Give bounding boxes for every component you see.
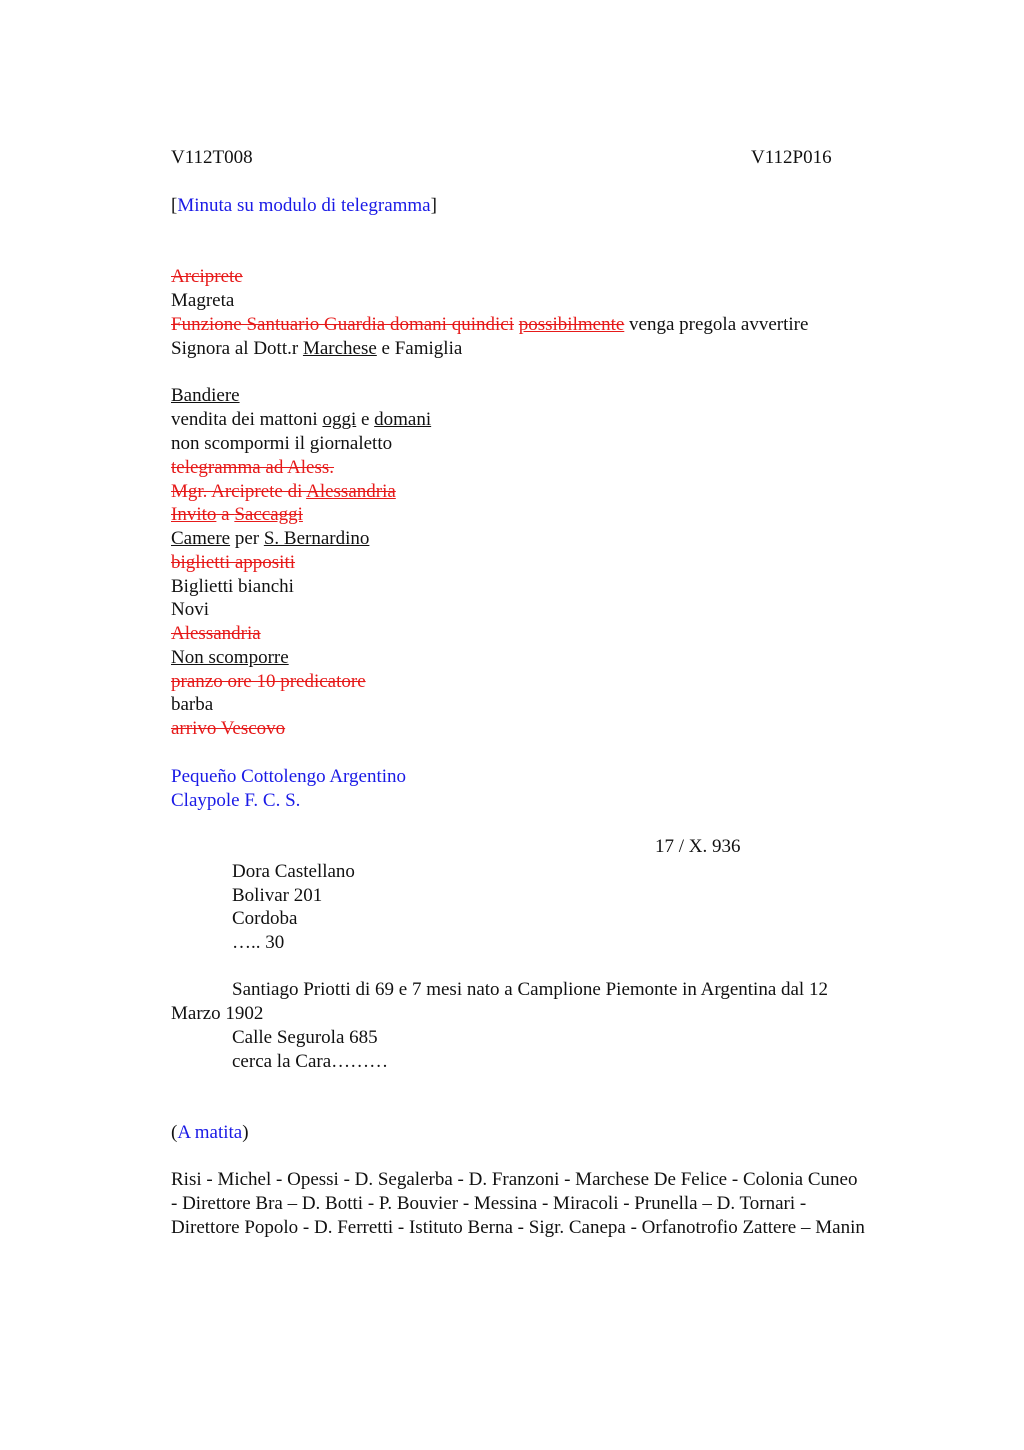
body-line4: cerca la Cara………: [232, 1051, 389, 1072]
telegram-line-magreta: Magreta: [171, 290, 235, 311]
note-text: Minuta su modulo di telegramma: [177, 195, 431, 216]
note-open-bracket: [: [171, 195, 178, 216]
list-vendita: [171, 408, 431, 432]
list-non-scomporre: Non scomporre: [171, 647, 289, 668]
list-biglietti-bianchi: Biglietti bianchi: [171, 576, 294, 597]
list-invito: [171, 503, 303, 527]
address-line2: Bolivar 201: [232, 885, 323, 906]
list-novi: Novi: [171, 599, 209, 620]
header-left-code: V112T008: [171, 147, 253, 168]
pencil-text: A matita: [177, 1122, 243, 1143]
list-pranzo: pranzo ore 10 predicatore: [171, 671, 366, 692]
text-segment: per: [230, 528, 264, 549]
deleted-text: Mgr. Arciprete di: [171, 481, 307, 502]
deleted-text: a: [216, 504, 235, 525]
names-line2: - Direttore Bra – D. Botti - P. Bouvier - Messina - Miracoli - Prunella – D. Tornari -: [171, 1193, 807, 1214]
telegram-line-signora: [171, 337, 462, 361]
editorial-note: [171, 194, 437, 218]
underlined-text: Camere: [171, 528, 231, 549]
pencil-close-paren: ): [242, 1122, 249, 1143]
telegram-line-arciprete: Arciprete: [171, 266, 243, 287]
text-segment: Signora al Dott.r: [171, 338, 303, 359]
list-mgr: [171, 480, 396, 504]
address-line1: Dora Castellano: [232, 861, 355, 882]
body-line1: Santiago Priotti di 69 e 7 mesi nato a Camplione Piemonte in Argentina dal 12: [232, 979, 828, 1000]
deleted-underlined-text: possibilmente: [518, 314, 625, 335]
deleted-underlined-text: Alessandria: [306, 481, 396, 502]
letterhead-line1: Pequeño Cottolengo Argentino: [171, 766, 407, 787]
list-bandiere: Bandiere: [171, 385, 240, 406]
header-right-code: V112P016: [751, 147, 832, 168]
underlined-text: S. Bernardino: [263, 528, 370, 549]
list-camere: [171, 527, 369, 551]
letterhead-line2: Claypole F. C. S.: [171, 790, 301, 811]
deleted-underlined-text: Saccaggi: [234, 504, 303, 525]
telegram-text: venga pregola avvertire: [624, 314, 809, 335]
note-close-bracket: ]: [430, 195, 437, 216]
list-giornaletto: non scompormi il giornaletto: [171, 433, 393, 454]
underlined-text: Marchese: [302, 338, 377, 359]
list-arrivo: arrivo Vescovo: [171, 718, 286, 739]
list-barba: barba: [171, 694, 214, 715]
underlined-text: domani: [374, 409, 432, 430]
text-segment: e: [356, 409, 375, 430]
telegram-line-funzione: [171, 313, 808, 337]
pencil-note: [171, 1121, 249, 1145]
deleted-underlined-text: Invito: [171, 504, 217, 525]
names-line1: Risi - Michel - Opessi - D. Segalerba - D. Franzoni - Marchese De Felice - Colonia Cuneo: [171, 1169, 858, 1190]
address-line4: ….. 30: [232, 932, 285, 953]
text-segment: vendita dei mattoni: [171, 409, 323, 430]
pencil-open-paren: (: [171, 1122, 178, 1143]
body-line3: Calle Segurola 685: [232, 1027, 378, 1048]
underlined-text: oggi: [322, 409, 357, 430]
letter-date: 17 / X. 936: [655, 836, 741, 857]
deleted-text: Funzione Santuario Guardia domani quindici: [171, 314, 514, 335]
names-line3: Direttore Popolo - D. Ferretti - Istituto Berna - Sigr. Canepa - Orfanotrofio Zattere – Manin: [171, 1217, 865, 1238]
list-biglietti-appositi: biglietti appositi: [171, 552, 296, 573]
body-line2: Marzo 1902: [171, 1003, 264, 1024]
list-telegramma: telegramma ad Aless.: [171, 457, 335, 478]
text-segment: e Famiglia: [376, 338, 463, 359]
list-alessandria: Alessandria: [171, 623, 261, 644]
address-line3: Cordoba: [232, 908, 298, 929]
